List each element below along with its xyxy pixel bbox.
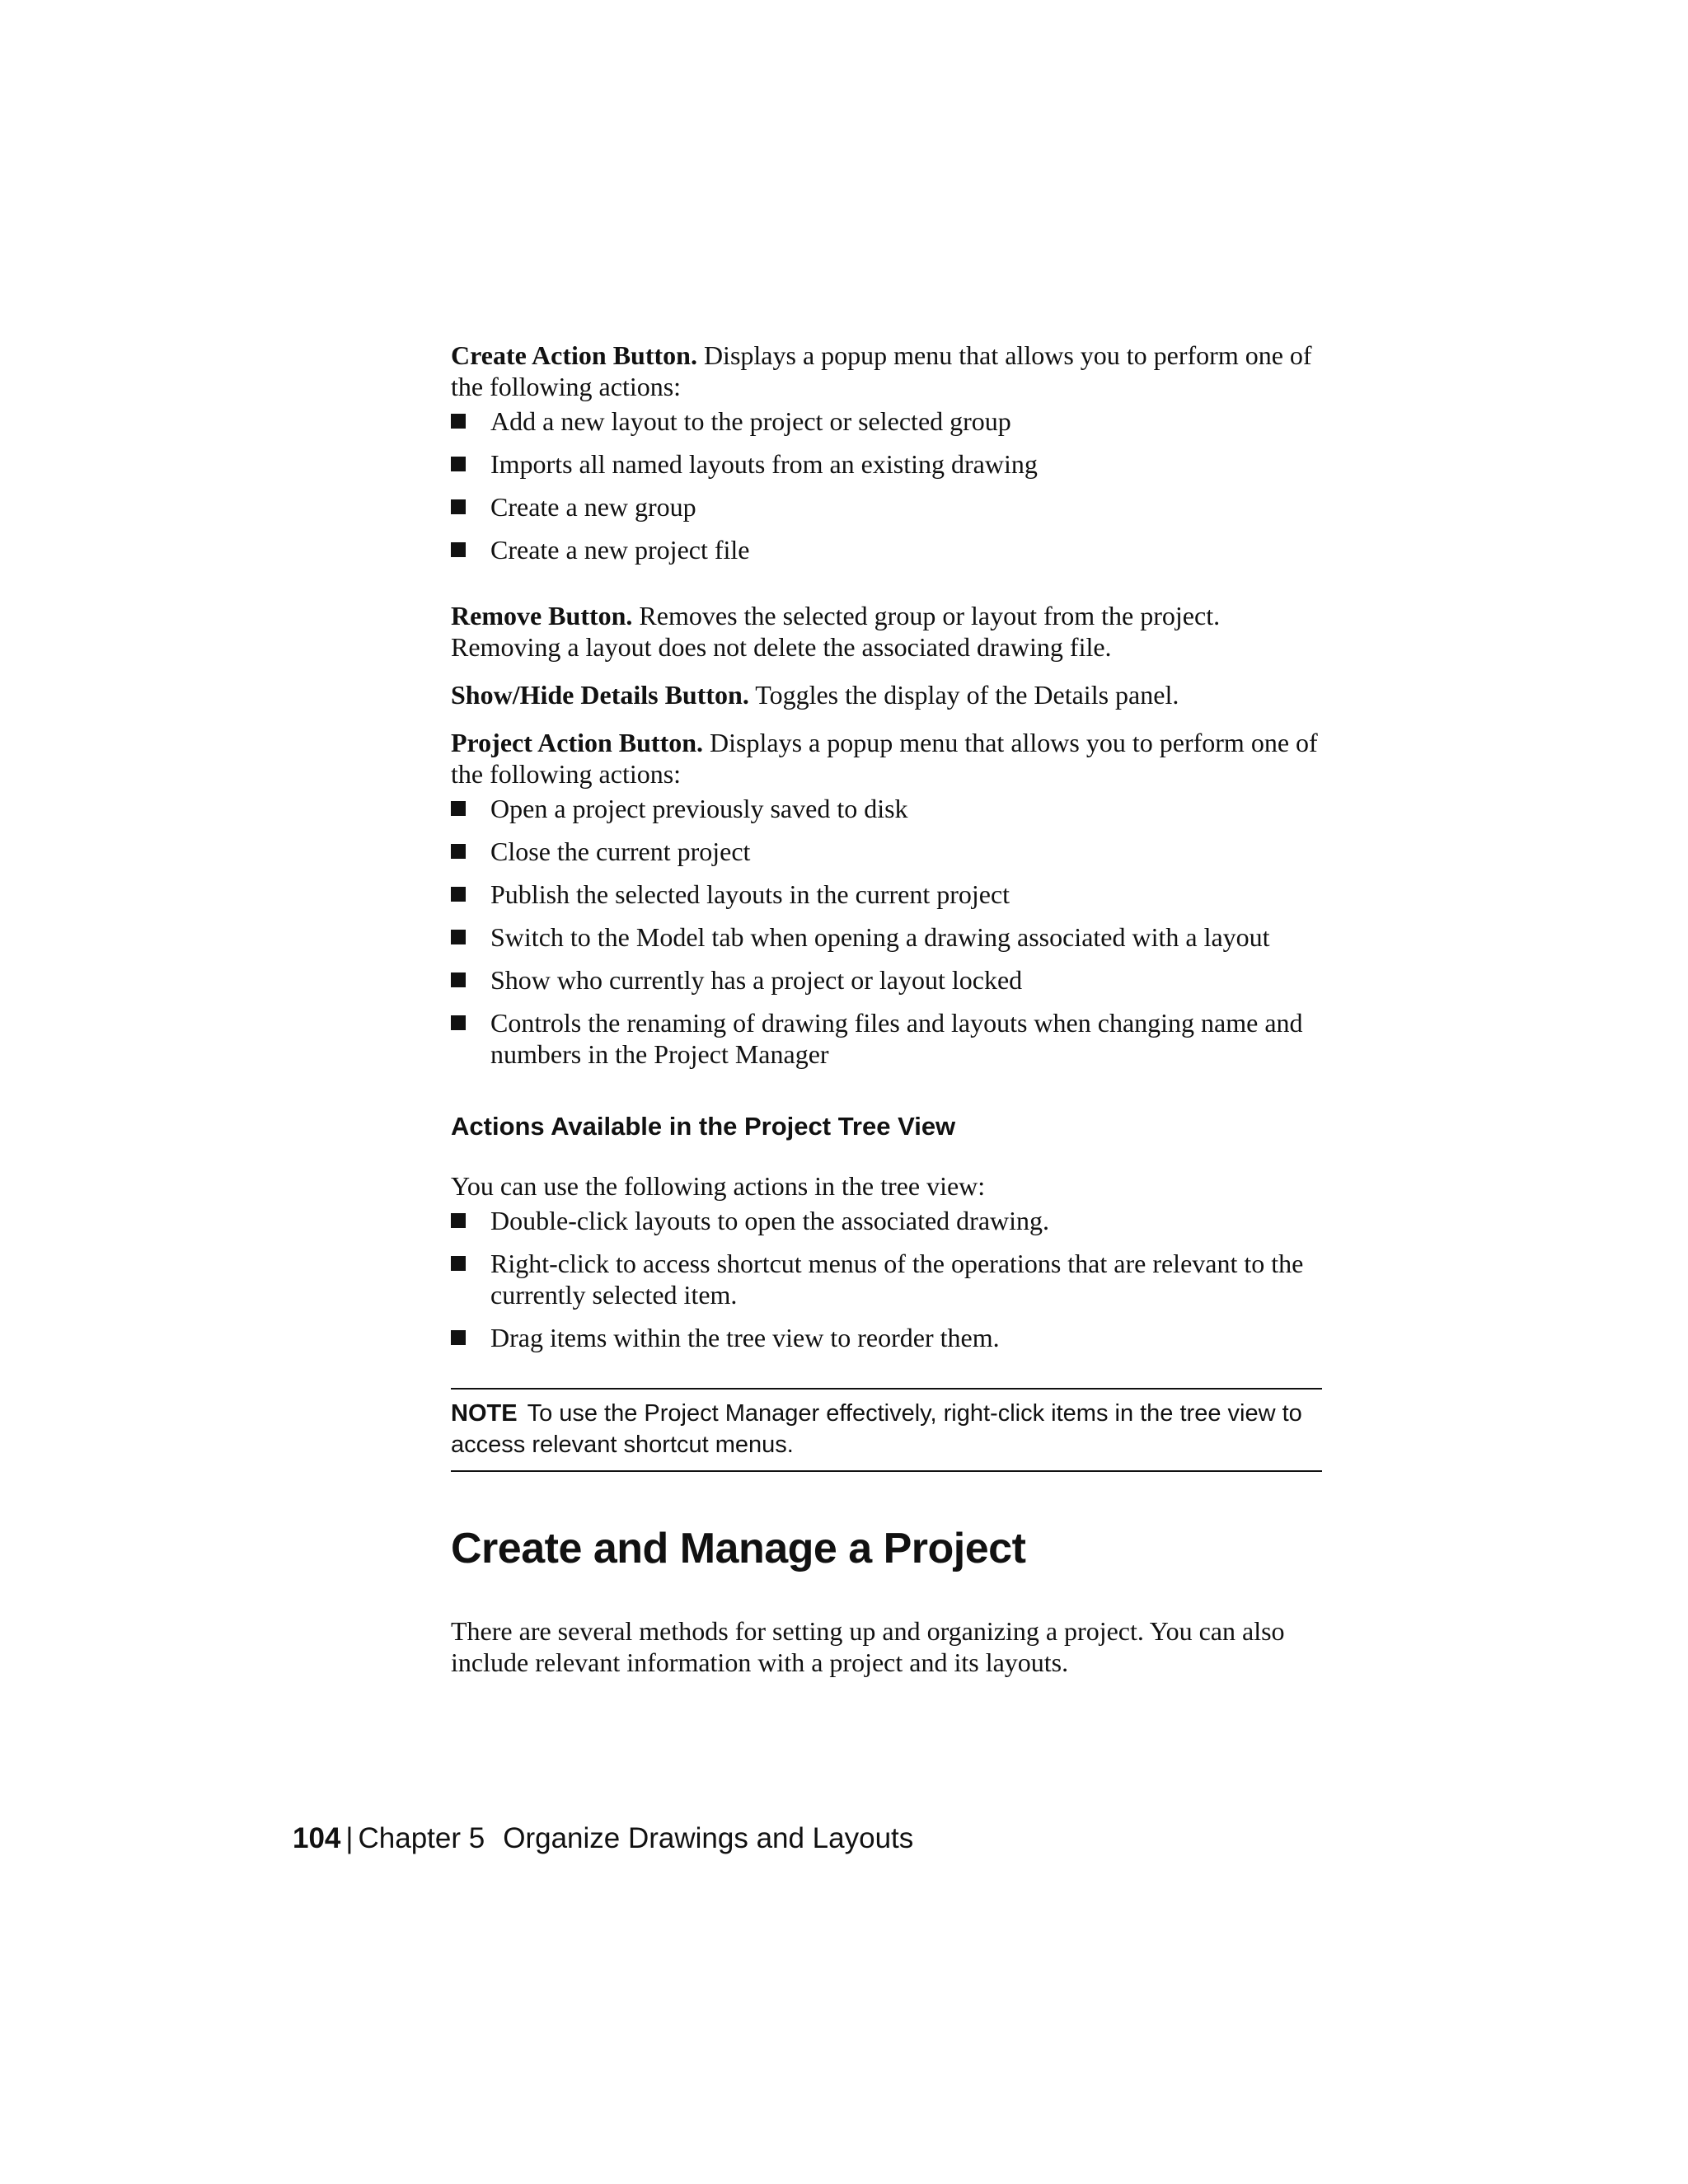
- footer-chapter: Chapter 5: [358, 1822, 485, 1854]
- bullet-square-icon: [451, 972, 466, 987]
- list-item: Drag items within the tree view to reorder them.: [451, 1322, 1322, 1353]
- section-title: Create and Manage a Project: [451, 1525, 1026, 1572]
- list-item: Add a new layout to the project or selected group: [451, 405, 1322, 437]
- list-item: Controls the renaming of drawing files and layouts when changing name and numbers in the Project Manager: [451, 1007, 1322, 1070]
- note-box: [451, 1388, 1322, 1472]
- bullet-square-icon: [451, 1330, 466, 1345]
- list-item: Open a project previously saved to disk: [451, 793, 1322, 824]
- tree-view-intro: You can use the following actions in the tree view:: [451, 1171, 986, 1201]
- show-hide-term: Show/Hide Details Button.: [451, 680, 749, 710]
- note-text: To use the Project Manager effectively, right-click items in the tree view to access relevant shortcut menus.: [451, 1400, 1302, 1458]
- page-footer: [293, 1821, 913, 1856]
- page-number: 104: [293, 1822, 341, 1854]
- create-action-description: Displays a popup menu that allows you to perform one of the following actions:: [451, 340, 1312, 401]
- tree-view-heading: Actions Available in the Project Tree View: [451, 1112, 956, 1141]
- project-action-list: [451, 793, 1322, 1070]
- list-item: Create a new group: [451, 491, 1322, 523]
- list-item: Create a new project file: [451, 534, 1322, 565]
- create-action-term: Create Action Button.: [451, 340, 697, 370]
- list-item: Right-click to access shortcut menus of the operations that are relevant to the currently selected item.: [451, 1248, 1322, 1310]
- bullet-square-icon: [451, 801, 466, 816]
- bullet-square-icon: [451, 457, 466, 471]
- bullet-square-icon: [451, 1256, 466, 1271]
- remove-button-paragraph: [451, 600, 1322, 663]
- list-item: Close the current project: [451, 836, 1322, 867]
- footer-separator: |: [345, 1822, 354, 1854]
- bullet-square-icon: [451, 1213, 466, 1228]
- list-item: Publish the selected layouts in the current project: [451, 879, 1322, 910]
- bullet-square-icon: [451, 414, 466, 429]
- list-item: Show who currently has a project or layout locked: [451, 964, 1322, 996]
- document-page: [451, 340, 1322, 1678]
- project-action-term: Project Action Button.: [451, 728, 704, 757]
- bullet-square-icon: [451, 930, 466, 944]
- bullet-square-icon: [451, 499, 466, 514]
- list-item: Imports all named layouts from an existing drawing: [451, 448, 1322, 480]
- create-action-paragraph: [451, 340, 1322, 402]
- create-action-list: [451, 405, 1322, 565]
- bullet-square-icon: [451, 542, 466, 557]
- list-item: Switch to the Model tab when opening a drawing associated with a layout: [451, 921, 1322, 953]
- note-label: NOTE: [451, 1400, 518, 1427]
- remove-button-description: Removes the selected group or layout from the project. Removing a layout does not delete the associated drawing file.: [451, 601, 1221, 662]
- tree-view-list: [451, 1205, 1322, 1353]
- show-hide-description: Toggles the display of the Details panel.: [748, 680, 1179, 710]
- project-action-paragraph: [451, 727, 1322, 790]
- show-hide-paragraph: [451, 679, 1322, 710]
- remove-button-term: Remove Button.: [451, 601, 633, 630]
- bullet-square-icon: [451, 887, 466, 902]
- list-item: Double-click layouts to open the associated drawing.: [451, 1205, 1322, 1236]
- bullet-square-icon: [451, 844, 466, 859]
- footer-chapter-title: Organize Drawings and Layouts: [503, 1822, 914, 1854]
- section-body: There are several methods for setting up and organizing a project. You can also include relevant information with a project and its layouts.: [451, 1616, 1285, 1677]
- bullet-square-icon: [451, 1015, 466, 1030]
- project-action-description: Displays a popup menu that allows you to perform one of the following actions:: [451, 728, 1318, 789]
